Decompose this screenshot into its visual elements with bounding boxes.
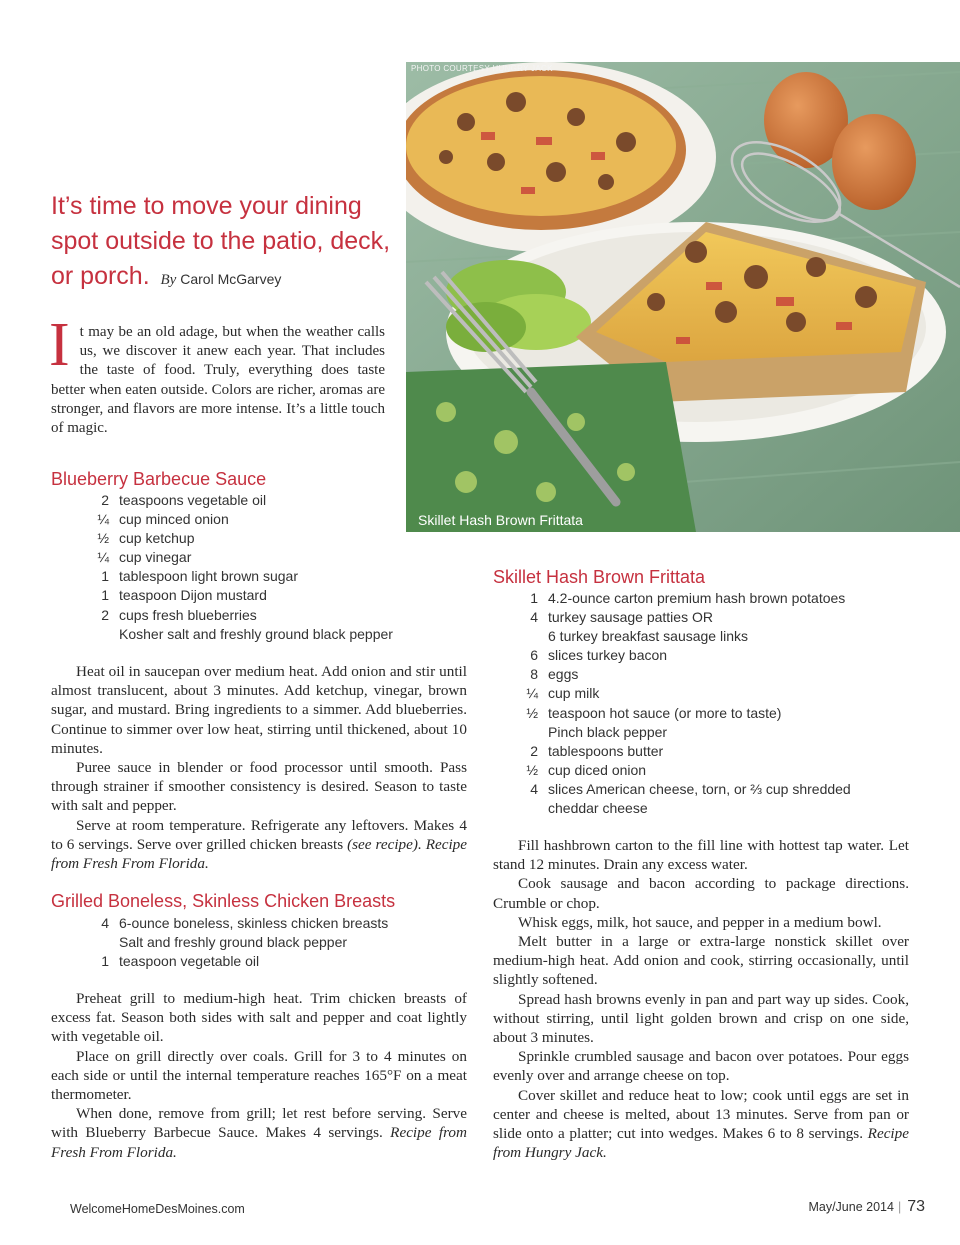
recipe-source: Recipe from Fresh From Florida. bbox=[51, 1124, 467, 1161]
recipe-title-chicken: Grilled Boneless, Skinless Chicken Breasts bbox=[51, 891, 396, 911]
ingredient-item: turkey sausage patties OR bbox=[548, 609, 713, 626]
ingredient-row bbox=[493, 608, 851, 627]
ingredient-row bbox=[493, 704, 851, 723]
ingredient-item: teaspoon vegetable oil bbox=[119, 953, 260, 970]
issue-date: May/June 2014 bbox=[808, 1200, 894, 1214]
ingredient-item: Salt and freshly ground black pepper bbox=[119, 934, 348, 951]
direction-paragraph bbox=[51, 816, 467, 874]
page-number: 73 bbox=[907, 1198, 925, 1215]
intro-paragraph bbox=[49, 311, 385, 438]
ingredient-item: Kosher salt and freshly ground black pepper bbox=[119, 625, 393, 642]
ingredient-row bbox=[493, 589, 851, 608]
direction-paragraph: Preheat grill to medium-high heat. Trim chicken breasts of excess fat. Season both sides with salt and pepper and coat lightly with vegetable oil. bbox=[51, 990, 467, 1046]
direction-paragraph: Whisk eggs, milk, hot sauce, and pepper in a medium bowl. bbox=[518, 913, 882, 931]
ingredient-row bbox=[51, 625, 393, 644]
ingredient-row bbox=[493, 780, 851, 799]
direction-text: When done, remove from grill; let rest before serving. Serve with Blueberry Barbecue Sauce. Makes 4 servings. bbox=[51, 1105, 467, 1142]
ingredient-qty: 1 bbox=[101, 587, 109, 604]
ingredient-list-chicken bbox=[51, 914, 388, 971]
ingredient-item: teaspoon Dijon mustard bbox=[119, 587, 267, 604]
frittata-photo bbox=[406, 62, 960, 532]
ingredient-item: 6 turkey breakfast sausage links bbox=[548, 628, 748, 645]
footer-issue bbox=[808, 1198, 925, 1216]
ingredient-row bbox=[493, 723, 851, 742]
direction-paragraph: Melt butter in a large or extra-large nonstick skillet over medium-high heat. Add onion and cook, stirring occasionally, until slightly softened. bbox=[493, 933, 909, 989]
ingredient-qty: 2 bbox=[101, 606, 109, 623]
ingredient-qty: 2 bbox=[530, 742, 538, 759]
directions-blueberry bbox=[51, 662, 467, 873]
recipe-title-blueberry: Blueberry Barbecue Sauce bbox=[51, 469, 267, 489]
ingredient-list-frittata bbox=[493, 589, 851, 818]
ingredient-qty: 4 bbox=[530, 609, 538, 626]
direction-paragraph bbox=[51, 1104, 467, 1162]
ingredient-item: teaspoons vegetable oil bbox=[119, 492, 267, 508]
ingredient-item: slices turkey bacon bbox=[548, 647, 668, 664]
ingredient-row bbox=[51, 586, 393, 605]
ingredient-row bbox=[493, 646, 851, 665]
direction-paragraph: Cook sausage and bacon according to package directions. Crumble or chop. bbox=[493, 875, 909, 912]
direction-paragraph: Place on grill directly over coals. Grill for 3 to 4 minutes on each side or until the internal temperature reaches 165°F on a meat thermometer. bbox=[51, 1047, 467, 1104]
direction-paragraph: Fill hashbrown carton to the fill line with hottest tap water. Let stand 12 minutes. Drain any excess water. bbox=[493, 837, 909, 874]
direction-paragraph: Puree sauce in blender or food processor until smooth. Pass through strainer if smoother consistency is desired. Season to taste with salt and pepper. bbox=[51, 759, 467, 815]
ingredient-qty: ¼ bbox=[97, 549, 109, 566]
ingredient-item: Pinch black pepper bbox=[548, 723, 668, 740]
ingredient-row bbox=[51, 933, 388, 952]
directions-chicken bbox=[51, 989, 467, 1162]
ingredient-row bbox=[493, 627, 851, 646]
author-name: Carol McGarvey bbox=[180, 271, 282, 287]
ingredient-qty: 1 bbox=[101, 568, 109, 585]
ingredient-row bbox=[493, 761, 851, 780]
direction-paragraph bbox=[493, 1086, 909, 1163]
ingredient-qty: 8 bbox=[530, 666, 538, 683]
headline bbox=[51, 189, 391, 298]
ingredient-item: 6-ounce boneless, skinless chicken breasts bbox=[119, 915, 389, 931]
ingredient-qty: ¼ bbox=[526, 685, 538, 702]
ingredient-qty: 1 bbox=[530, 590, 538, 606]
ingredient-row bbox=[493, 742, 851, 761]
ingredient-qty: 1 bbox=[101, 953, 109, 970]
ingredient-item: cup diced onion bbox=[548, 761, 647, 778]
ingredient-qty: 4 bbox=[530, 780, 538, 797]
recipe-title-frittata: Skillet Hash Brown Frittata bbox=[493, 567, 706, 587]
direction-text: Cover skillet and reduce heat to low; cook until eggs are set in center and cheese is melted, about 13 minutes. Serve from pan or slide onto a platter; cut into wedges. Makes 6 to 8 servings. bbox=[493, 1086, 909, 1143]
ingredient-item: tablespoon light brown sugar bbox=[119, 568, 299, 585]
ingredient-row bbox=[51, 510, 393, 529]
ingredient-item: 4.2-ounce carton premium hash brown potatoes bbox=[548, 590, 846, 606]
byline-by: By bbox=[160, 272, 177, 288]
ingredient-list-blueberry bbox=[51, 491, 393, 644]
ingredient-item: cup vinegar bbox=[119, 549, 192, 566]
ingredient-row bbox=[51, 529, 393, 548]
recipe-source: (see recipe). Recipe from Fresh From Florida. bbox=[51, 835, 468, 873]
ingredient-item: cup milk bbox=[548, 685, 600, 702]
ingredient-row bbox=[51, 567, 393, 586]
ingredient-row bbox=[51, 914, 388, 933]
drop-cap: I bbox=[49, 311, 70, 379]
byline bbox=[157, 271, 282, 287]
ingredient-item: cups fresh blueberries bbox=[119, 606, 257, 623]
ingredient-qty: ½ bbox=[526, 704, 538, 721]
ingredient-row bbox=[51, 491, 393, 510]
ingredient-item: eggs bbox=[548, 666, 579, 683]
recipe-source: Recipe from Hungry Jack. bbox=[493, 1125, 909, 1162]
ingredient-row bbox=[51, 952, 388, 971]
ingredient-item: teaspoon hot sauce (or more to taste) bbox=[548, 704, 782, 721]
ingredient-qty: 6 bbox=[530, 647, 538, 664]
direction-text: Serve at room temperature. Refrigerate any leftovers. Makes 4 to 6 servings. Serve over grilled chicken breasts bbox=[51, 816, 467, 853]
direction-paragraph: Spread hash browns evenly in pan and part way up sides. Cook, without stirring, until light golden brown and crisp on one side, about 3 minutes. bbox=[493, 990, 909, 1047]
footer-website: WelcomeHomeDesMoines.com bbox=[70, 1202, 245, 1216]
ingredient-qty: ¼ bbox=[97, 511, 109, 528]
footer-divider: | bbox=[897, 1200, 902, 1214]
ingredient-item: cup ketchup bbox=[119, 530, 195, 547]
ingredient-qty: ½ bbox=[526, 761, 538, 778]
directions-frittata bbox=[493, 836, 909, 1162]
intro-text: t may be an old adage, but when the weather calls us, we discover it anew each year. That includes the taste of food. Truly, everything does taste better when eaten outside. Colors are richer, aromas are stronger, and flavors are more intense. It’s a little touch of magic. bbox=[51, 324, 385, 437]
ingredient-row bbox=[51, 606, 393, 625]
ingredient-qty: 2 bbox=[101, 492, 109, 508]
ingredient-row bbox=[493, 684, 851, 703]
ingredient-row bbox=[51, 548, 393, 567]
ingredient-row bbox=[493, 665, 851, 684]
direction-paragraph: Heat oil in saucepan over medium heat. Add onion and stir until almost translucent, about 3 minutes. Add ketchup, vinegar, brown sugar, and mustard. Bring ingredients to a simmer. Add blueberries. Continue to simmer over low heat, stirring until thickened, about 10 minutes. bbox=[51, 663, 467, 757]
ingredient-row bbox=[493, 799, 851, 818]
ingredient-item: cup minced onion bbox=[119, 511, 229, 528]
photo-caption: Skillet Hash Brown Frittata bbox=[418, 512, 583, 528]
ingredient-item: slices American cheese, torn, or ⅔ cup shredded bbox=[548, 780, 851, 797]
headline-text: It’s time to move your dining spot outside to the patio, deck, or porch. bbox=[51, 192, 391, 290]
ingredient-item: tablespoons butter bbox=[548, 742, 664, 759]
ingredient-qty: 4 bbox=[101, 915, 109, 931]
direction-paragraph: Sprinkle crumbled sausage and bacon over potatoes. Pour eggs evenly over and arrange cheese on top. bbox=[493, 1048, 909, 1085]
photo-credit: PHOTO COURTESY HUNGRY JACK bbox=[411, 64, 553, 73]
ingredient-qty: ½ bbox=[97, 530, 109, 547]
ingredient-item: cheddar cheese bbox=[548, 800, 648, 817]
